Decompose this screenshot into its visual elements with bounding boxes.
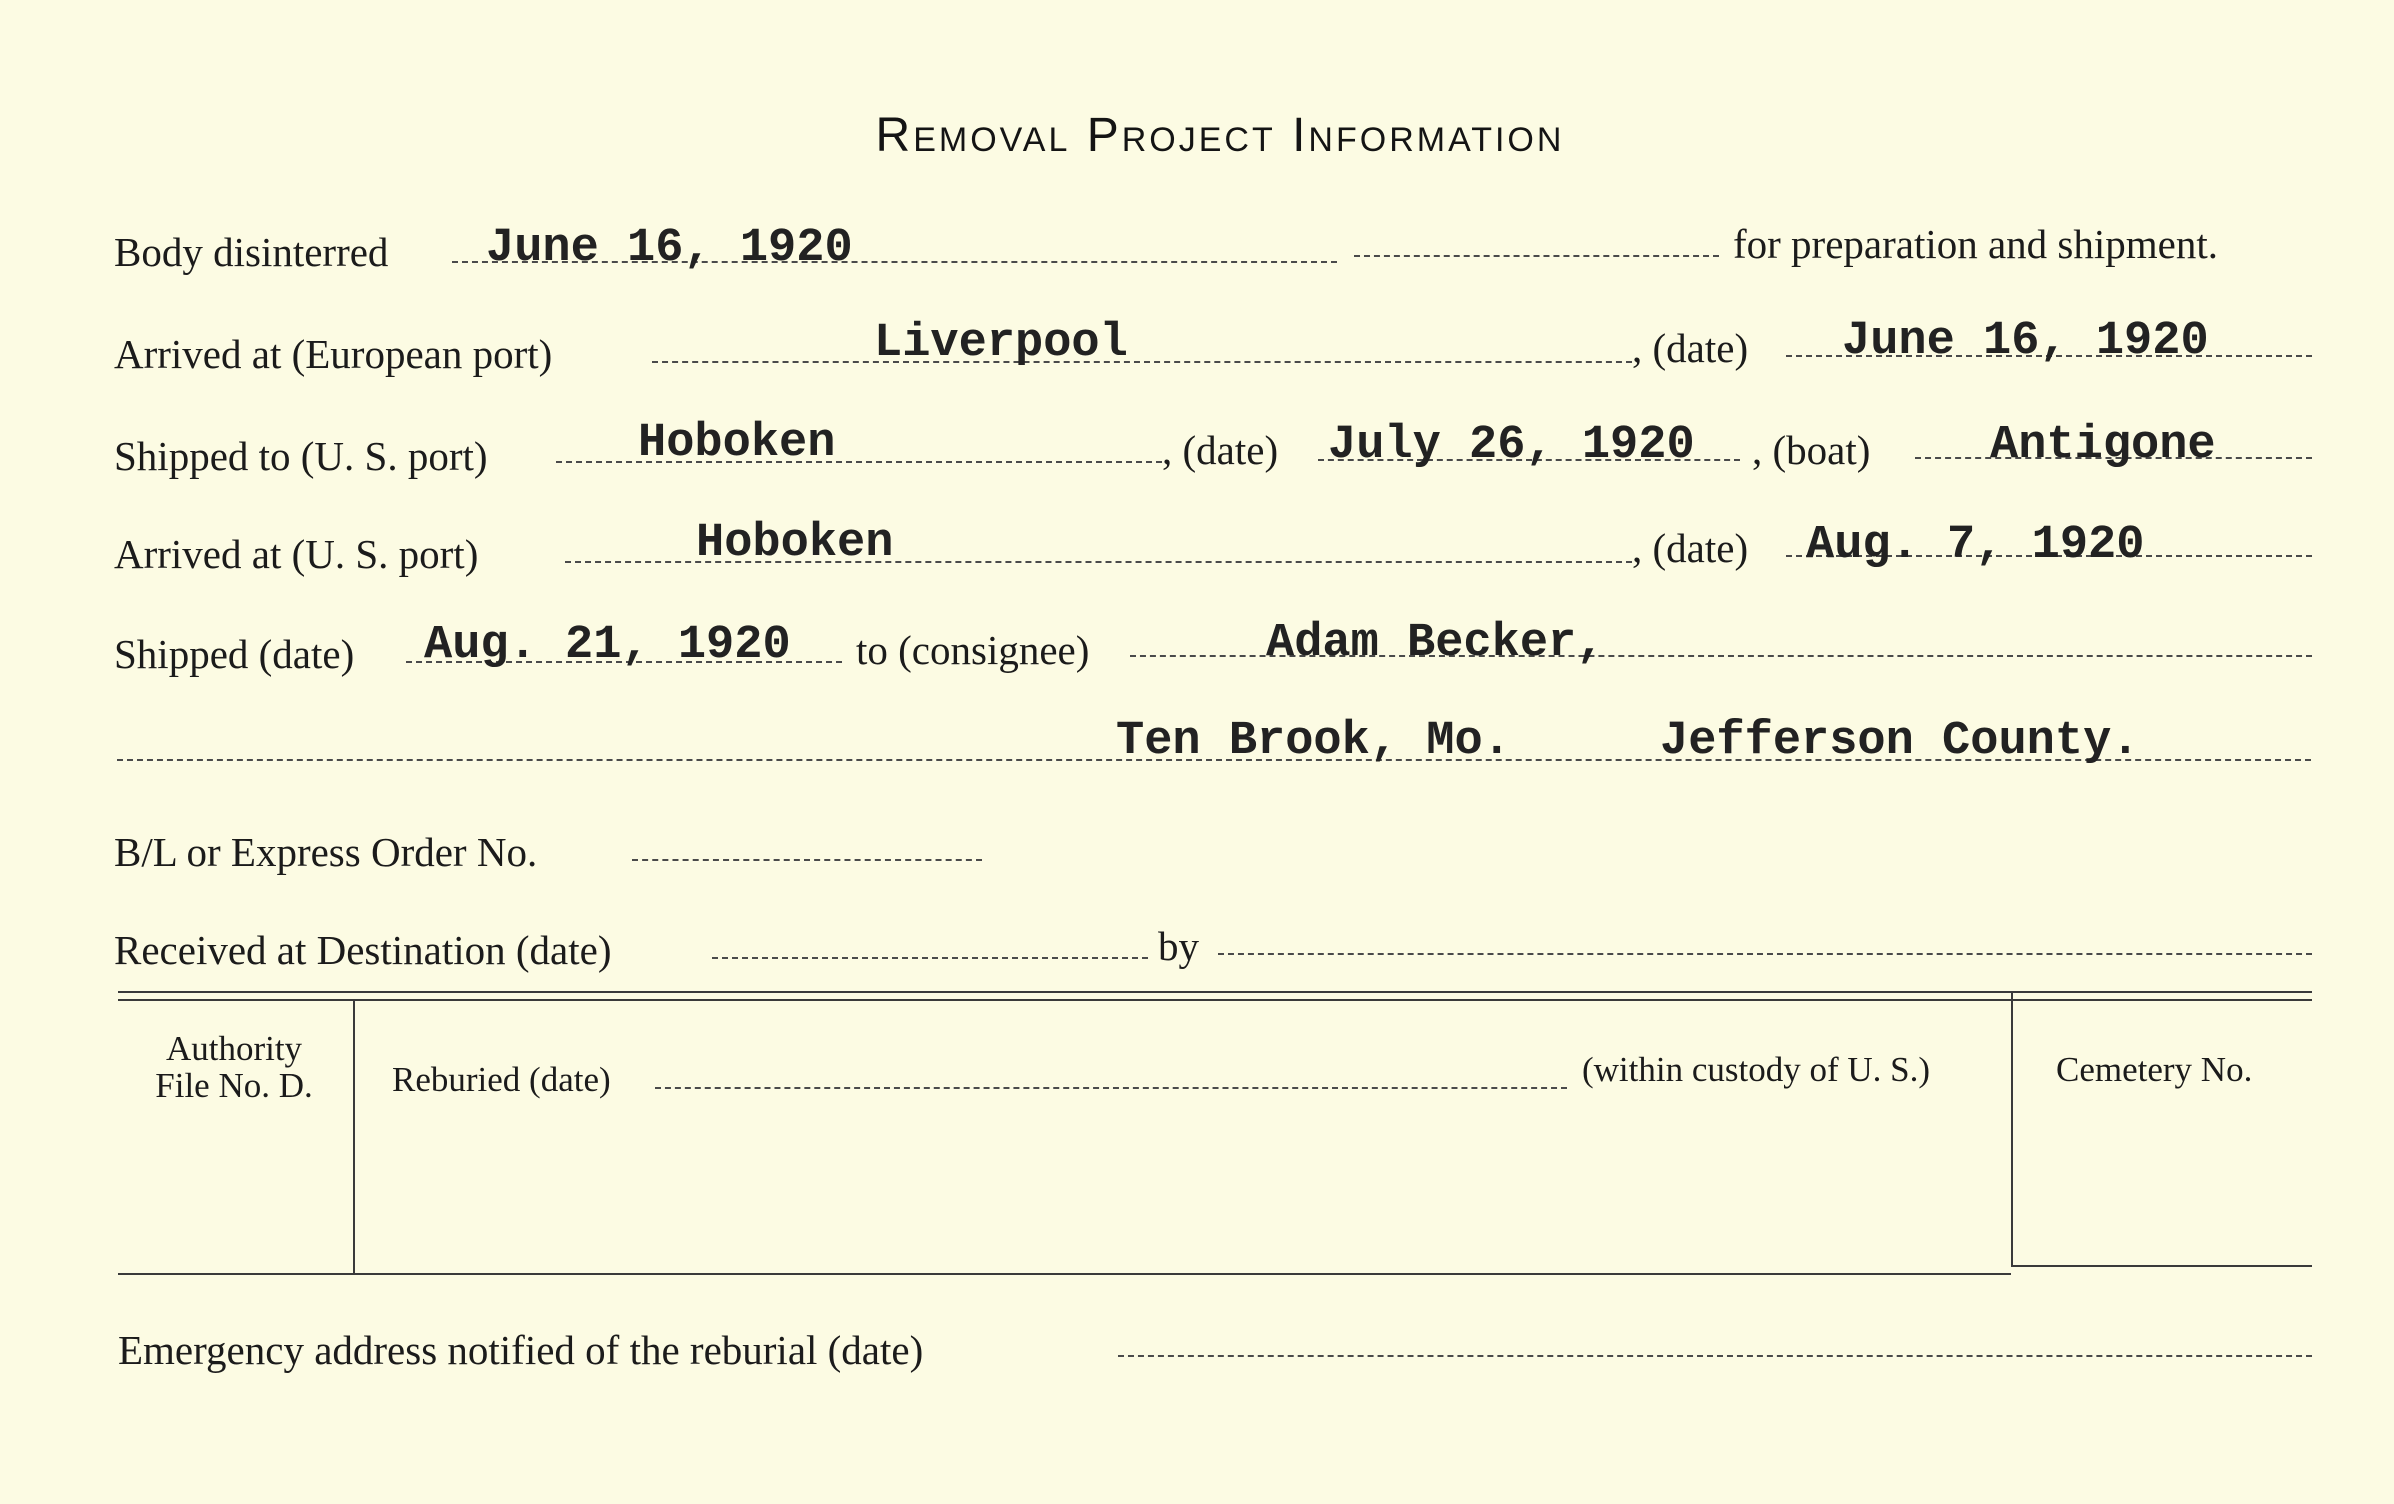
arrived-us-port: Hoboken xyxy=(696,517,894,570)
received-date-line xyxy=(712,957,1148,959)
arrived-europe-port: Liverpool xyxy=(874,317,1128,370)
disinterred-line-2 xyxy=(1354,255,1719,257)
received-label: Received at Destination (date) xyxy=(114,927,612,973)
emergency-line xyxy=(1118,1355,2312,1357)
reburied-label: Reburied (date) xyxy=(392,1060,611,1099)
shipped-us-date-label: , (date) xyxy=(1162,427,1279,473)
received-by-label: by xyxy=(1158,923,1199,969)
box-top-rule-2 xyxy=(118,999,2312,1001)
consignee-address-county: Jefferson County. xyxy=(1660,715,2140,768)
disinterred-label: Body disinterred xyxy=(114,229,389,275)
shipped-consignee-date: Aug. 21, 1920 xyxy=(424,619,791,672)
authority-label-line1: Authority xyxy=(165,1029,303,1068)
box-top-rule xyxy=(118,991,2312,993)
shipped-us-port: Hoboken xyxy=(638,417,836,470)
shipped-us-label: Shipped to (U. S. port) xyxy=(114,433,488,479)
box-bottom-rule-right xyxy=(2011,1265,2312,1267)
arrived-europe-date-label: , (date) xyxy=(1632,325,1749,371)
arrived-europe-label: Arrived at (European port) xyxy=(114,331,553,377)
box-divider-left xyxy=(353,1001,355,1273)
bl-order-label: B/L or Express Order No. xyxy=(114,829,538,875)
emergency-label: Emergency address notified of the reburial (date) xyxy=(118,1327,924,1373)
consignee-address-town: Ten Brook, Mo. xyxy=(1116,715,1511,768)
arrived-us-label: Arrived at (U. S. port) xyxy=(114,531,479,577)
card-title: Removal Project Information xyxy=(875,109,1565,162)
arrived-us-date: Aug. 7, 1920 xyxy=(1806,519,2145,572)
shipped-consignee-label: Shipped (date) xyxy=(114,631,355,677)
box-divider-right xyxy=(2011,991,2013,1265)
arrived-europe-date: June 16, 1920 xyxy=(1842,315,2209,368)
received-by-line xyxy=(1218,953,2312,955)
consignee-label: to (consignee) xyxy=(856,627,1090,673)
shipped-us-boat-label: , (boat) xyxy=(1752,427,1871,473)
arrived-europe-port-line xyxy=(652,361,1632,363)
authority-label-line2: File No. D. xyxy=(155,1066,313,1105)
arrived-us-date-label: , (date) xyxy=(1632,525,1749,571)
cemetery-label: Cemetery No. xyxy=(2056,1050,2253,1089)
disinterred-suffix: for preparation and shipment. xyxy=(1733,221,2219,267)
shipped-us-boat: Antigone xyxy=(1990,419,2216,472)
box-bottom-rule xyxy=(118,1273,2011,1275)
consignee-name: Adam Becker, xyxy=(1266,617,1605,670)
disinterred-date: June 16, 1920 xyxy=(486,222,853,275)
reburied-line xyxy=(655,1087,1567,1089)
bl-order-line xyxy=(632,859,982,861)
shipped-us-date: July 26, 1920 xyxy=(1328,419,1695,472)
custody-label: (within custody of U. S.) xyxy=(1582,1050,1931,1089)
